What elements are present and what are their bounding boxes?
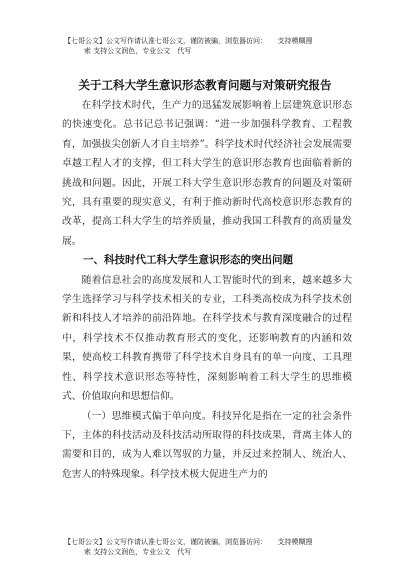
section-paragraph: 随着信息社会的高度发展和人工智能时代的到来，越来越多大学生选择学习与科学技术相关的专业，工科类高校成为科学技术创新和科技人才培养的前沿阵地。在科学技术与教育深度融合的过程中，科学技术不仅推动教育形式的变化，还影响教育的内涵和效果，使高校工科教育携带了科学技术自身具有的单一向度、工具理性、科学技术意识形态等特性，深刻影响着工科大学生的思维模式、价值取向和思想信仰。: [62, 274, 352, 403]
section-heading: 一、科技时代工科大学生意识形态的突出问题: [83, 254, 293, 267]
subsection-paragraph: （一）思维模式偏于单向度。科技异化是指在一定的社会条件下，主体的科技活动及科技活动所取得的科技成果，背离主体人的需要和目的，成为人难以驾驭的力量，并反过来控制人、统治人、危害人的特殊现象。科学技术极大促进生产力的: [62, 410, 352, 480]
watermark-banner-bottom: [64, 537, 364, 557]
banner-text-line-1: 【七哥公文】公文写作请认准七哥公文，谨防被骗，浏览器访问： 支持模糊搜: [64, 37, 313, 45]
document-title: 关于工科大学生意识形态教育问题与对策研究报告: [78, 78, 332, 92]
document-body: [62, 96, 352, 484]
banner-text-line-2: 索 支持公文润色，专业公文 代写: [84, 548, 192, 556]
banner-text-line-1: 【七哥公文】公文写作请认准七哥公文，谨防被骗，浏览器访问： 支持模糊搜: [64, 538, 313, 546]
intro-paragraph: 在科学技术时代，生产力的迅猛发展影响着上层建筑意识形态的快速变化。总书记总书记强调：“进一步加强科学教育、工程教育，加强拔尖创新人才自主培养”。科学技术时代经济社会发展需要卓越工程人才的支撑，但工科大学生的意识形态教育也面临着新的挑战和问题。因此，开展工科大学生意识形态教育的问题及对策研究，具有重要的现实意义，有利于推动新时代高校意识形态教育的改革，提高工科大学生的培养质量，推动我国工科教育的高质量发展。: [62, 100, 352, 247]
watermark-banner-top: [64, 36, 364, 56]
banner-text-line-2: 索 支持公文润色，专业公文 代写: [84, 47, 192, 55]
